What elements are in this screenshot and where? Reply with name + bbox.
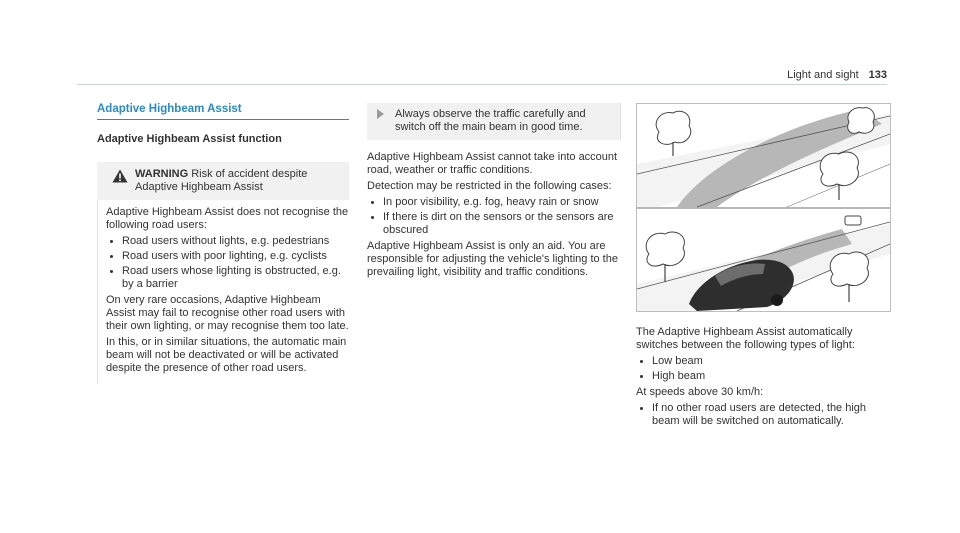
light-types-list — [636, 355, 890, 383]
para-2: Detection may be restricted in the following cases: — [367, 180, 612, 192]
list-item: Road users with poor lighting, e.g. cyclists — [106, 250, 349, 263]
restrictions-list — [367, 196, 621, 237]
para-1: The Adaptive Highbeam Assist automatically switches between the following types of light: — [636, 326, 855, 351]
header-rule — [77, 84, 887, 85]
column-2 — [367, 103, 621, 282]
warning-label: WARNING — [135, 168, 189, 180]
para-3: Adaptive Highbeam Assist is only an aid. You are responsible for adjusting the vehicle's lighting to the prevailing light, visibility and traffic conditions. — [367, 240, 618, 278]
para-1: Adaptive Highbeam Assist cannot take into account road, weather or traffic conditions. — [367, 151, 618, 176]
list-item: If there is dirt on the sensors or the sensors are obscured — [367, 211, 621, 237]
section-title-rule — [97, 119, 349, 120]
warning-triangle-icon — [112, 169, 128, 183]
column-3 — [636, 103, 890, 431]
warning-body — [97, 200, 349, 384]
section-title: Adaptive Highbeam Assist — [97, 103, 242, 115]
step-arrow-icon — [377, 109, 384, 119]
list-item: If no other road users are detected, the high beam will be switched on automatically. — [636, 402, 890, 428]
warning-box — [97, 162, 349, 384]
warning-para-2: In this, or in similar situations, the automatic main beam will not be deactivated or will be activated despite the presence of other road users. — [106, 336, 347, 374]
step-text: Always observe the traffic carefully and switch off the main beam in good time. — [395, 108, 586, 133]
warning-intro: Adaptive Highbeam Assist does not recognise the following road users: — [106, 206, 349, 231]
warning-title: Risk of accident despite Adaptive Highbeam Assist — [135, 168, 308, 193]
list-item: Low beam — [636, 355, 890, 368]
warning-list — [106, 235, 349, 291]
list-item: In poor visibility, e.g. fog, heavy rain or snow — [367, 196, 621, 209]
warning-header — [97, 162, 349, 200]
list-item: Road users whose lighting is obstructed, e.g. by a barrier — [106, 265, 349, 291]
para-2: At speeds above 30 km/h: — [636, 386, 764, 398]
list-item: High beam — [636, 370, 890, 383]
page-number: 133 — [868, 69, 887, 81]
page-header — [787, 69, 887, 81]
speed-list — [636, 402, 890, 428]
highbeam-illustration — [636, 103, 891, 312]
header-section: Light and sight — [787, 69, 859, 81]
subsection-title: Adaptive Highbeam Assist function — [97, 133, 282, 145]
step-box — [367, 103, 621, 140]
column-1 — [97, 103, 349, 384]
column-3-body — [636, 326, 890, 428]
list-item: Road users without lights, e.g. pedestrians — [106, 235, 349, 248]
warning-para-1: On very rare occasions, Adaptive Highbeam Assist may fail to recognise other road users with their own lighting, or may recognise them too late. — [106, 294, 349, 332]
column-2-body — [367, 151, 621, 279]
